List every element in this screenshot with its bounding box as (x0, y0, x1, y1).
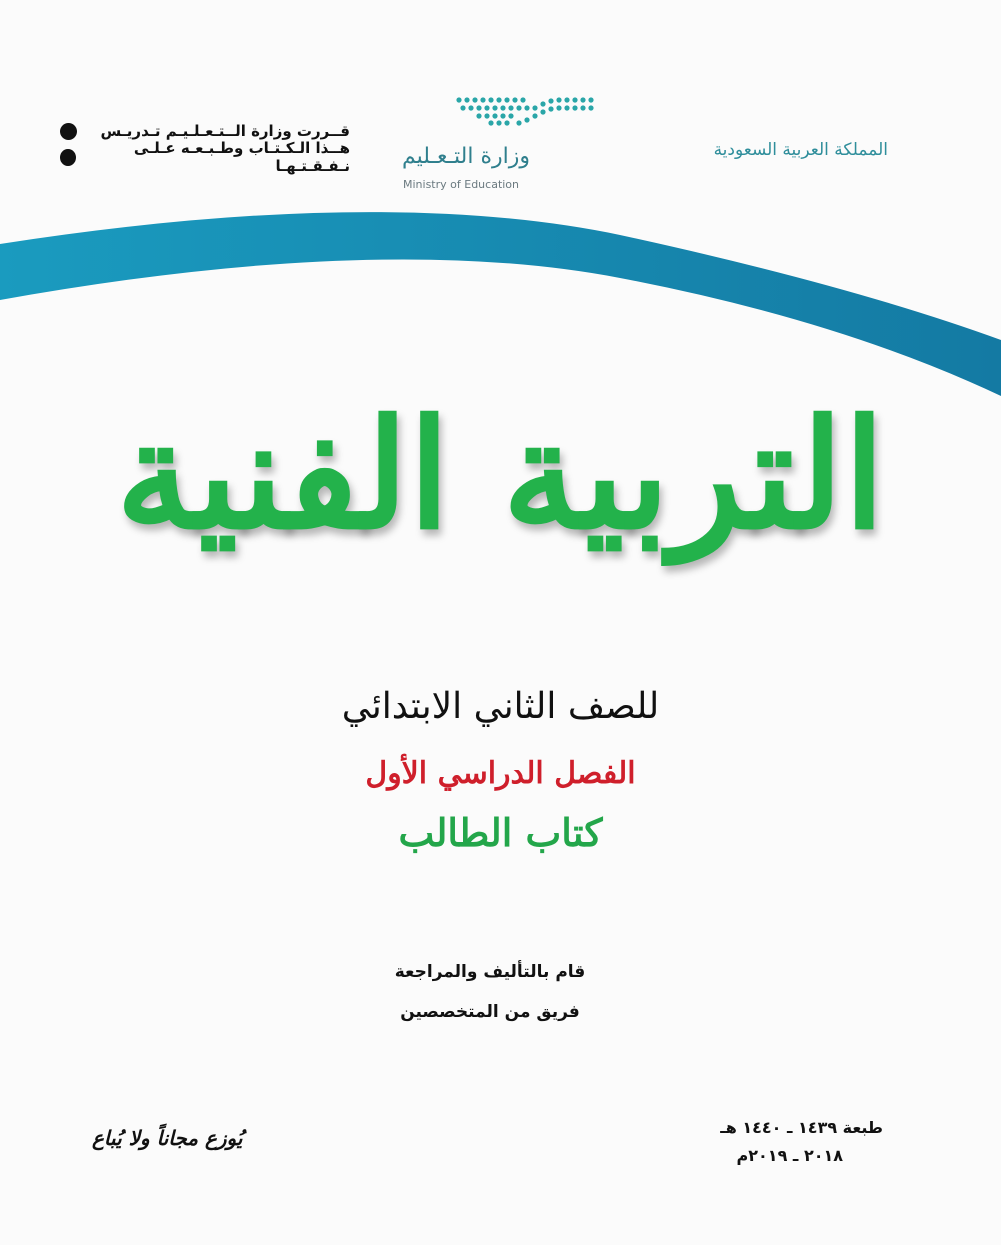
decree-line-2 (60, 139, 350, 175)
decree-notice (60, 118, 350, 175)
blue-arc-band (0, 0, 1001, 420)
edition-hijri: طبعة ١٤٣٩ ـ ١٤٤٠ هـ (720, 1118, 883, 1137)
grade-label: للصف الثاني الابتدائي (341, 686, 660, 727)
edition-info (720, 1114, 883, 1170)
book-title: التربية الفنية (115, 387, 886, 563)
free-distribution-note: يُوزع مجاناً ولا يُباع (92, 1126, 243, 1150)
credits (0, 952, 980, 1032)
kingdom-name: المملكة العربية السعودية (713, 140, 888, 160)
credits-line-1: قام بالتأليف والمراجعة (394, 962, 586, 982)
credits-line-2: فريق من المتخصصين (400, 1002, 580, 1022)
edition-gregorian: ٢٠١٨ ـ ٢٠١٩م (736, 1146, 843, 1165)
ministry-logo-icon (395, 92, 600, 147)
book-type-label: كتاب الطالب (398, 810, 603, 855)
ministry-name-en: Ministry of Education (403, 178, 520, 191)
decree-text-2: هــذا الـكـتـاب وطـبـعـه عـلـى نـفـقـتـهـا (133, 139, 350, 175)
ministry-name-ar: وزارة التـعـليم (401, 144, 530, 169)
decree-text-1: قــررت وزارة الــتـعـلـيـم تـدريـس (100, 122, 350, 140)
bullet-icon (60, 149, 76, 166)
ministry-logo (395, 92, 600, 192)
bullet-icon (60, 123, 77, 140)
semester-label: الفصل الدراسي الأول (365, 756, 636, 791)
